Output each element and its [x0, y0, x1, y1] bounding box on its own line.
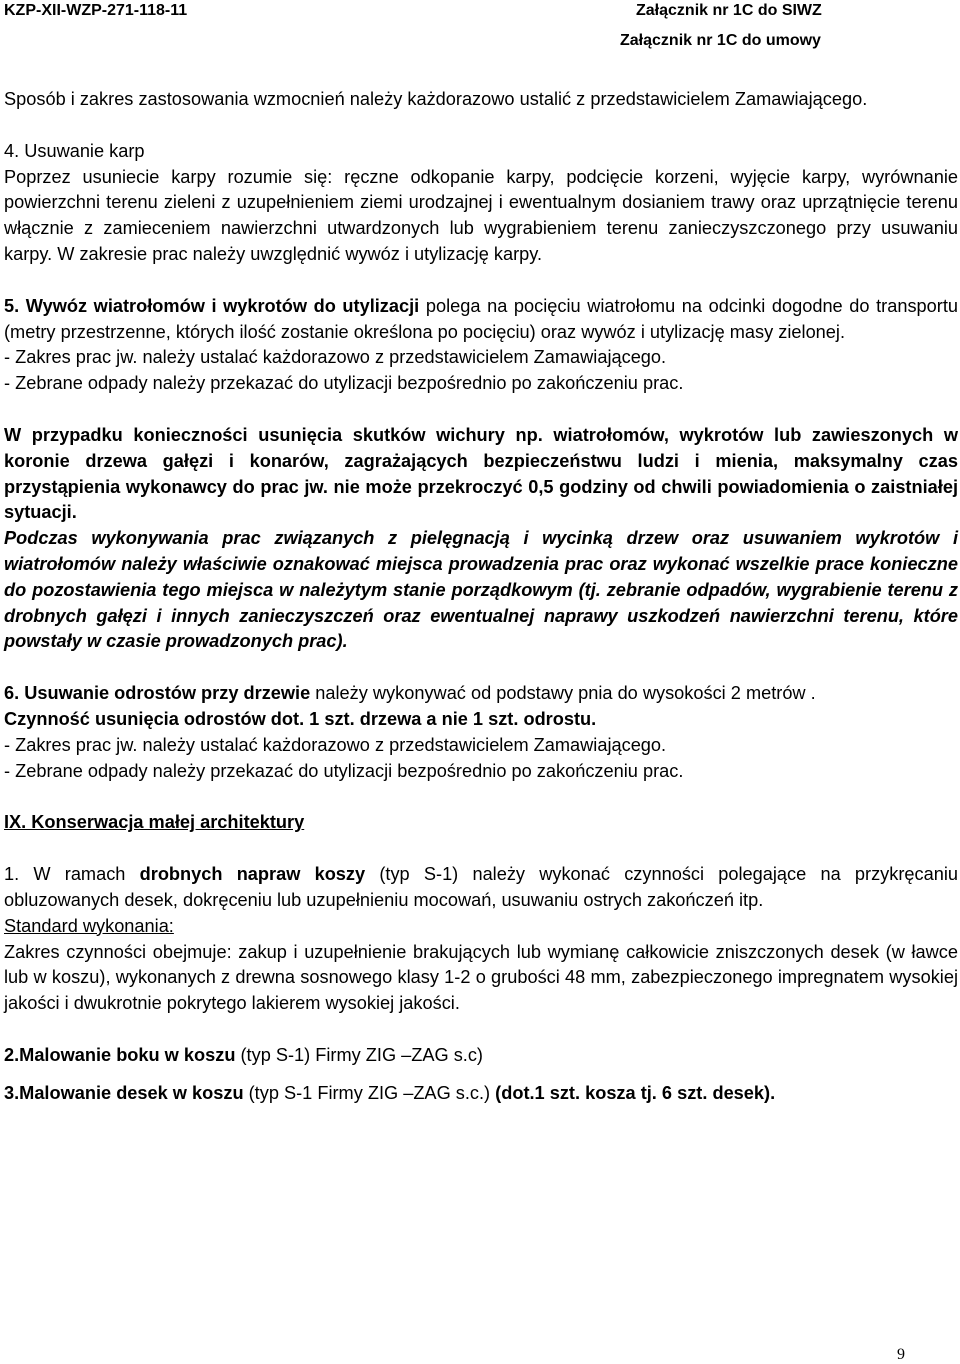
ix-point-1-title: drobnych napraw koszy [139, 864, 366, 885]
standard-text: Zakres czynności obejmuje: zakup i uzupełnienie brakujących lub wymianę całkowicie zniszczonych desek (w ławce lub w koszu), wykonanych z drewna sosnowego klasy 1-2 o grubości 48 mm, zabezpieczonego impregnatem wysokiej jakości i dwukrotnie pokrytego lakierem wysokiej jakości. [4, 941, 958, 1014]
ix-point-3-text: (typ S-1 Firmy ZIG –ZAG s.c.) [243, 1082, 496, 1103]
section-6-note: Czynność usunięcia odrostów dot. 1 szt. drzewa a nie 1 szt. odrostu. [4, 708, 597, 729]
section-6-dash-2: - Zebrane odpady należy przekazać do utylizacji bezpośrednio po zakończeniu prac. [4, 760, 684, 781]
ix-point-3-note: (dot.1 szt. kosza tj. 6 szt. desek). [495, 1082, 776, 1103]
section-4-text: Poprzez usuniecie karpy rozumie się: ręczne odkopanie karpy, podcięcie korzeni, wyjęcie karpy, wyrównanie powierzchni terenu zieleni z uzupełnieniem ziemi urodzajnej i ewentualnym dosianiem trawy oraz uprzątnięcie terenu włącznie z zamieceniem nawierzchni utwardzonych lub wygrabieniem terenu zanieczyszczonego przy usuwaniu karpy. W zakresie prac należy uwzględnić wywóz i utylizację karpy. [4, 166, 958, 264]
section-6-title: 6. Usuwanie odrostów przy drzewie [4, 683, 311, 704]
section-5-dash-2: - Zebrane odpady należy przekazać do utylizacji bezpośrednio po zakończeniu prac. [4, 373, 684, 394]
annex-contract-label: Załącznik nr 1C do umowy [620, 32, 821, 49]
section-5-dash-1: - Zakres prac jw. należy ustalać każdorazowo z przedstawicielem Zamawiającego. [4, 347, 667, 368]
document-body [4, 87, 958, 1107]
standard-heading: Standard wykonania: [4, 915, 174, 936]
section-6-paragraph [4, 681, 958, 707]
ix-point-2 [4, 1043, 958, 1069]
section-5-paragraph [4, 294, 958, 346]
intro-paragraph: Sposób i zakres zastosowania wzmocnień należy każdorazowo ustalić z przedstawicielem Zamawiającego. [4, 89, 868, 109]
section-6-dash-1: - Zakres prac jw. należy ustalać każdorazowo z przedstawicielem Zamawiającego. [4, 734, 667, 755]
section-5-text: polega na pocięciu wiatrołomu na odcinki dogodne do transportu (metry przestrzenne, których ilość zostanie określona po pocięciu) oraz wywóz i utylizację masy zielonej. [4, 295, 959, 342]
ix-point-3 [4, 1081, 958, 1107]
emergency-paragraph: W przypadku konieczności usunięcia skutków wichury np. wiatrołomów, wykrotów lub zawieszonych w koronie drzewa gałęzi i konarów, zagrażających bezpieczeństwu ludzi i mienia, maksymalny czas przystąpienia wykonawcy do prac jw. nie może przekroczyć 0,5 godziny od chwili powiadomienia o zaistniałej sytuacji. [4, 424, 958, 523]
ix-point-1-lead: 1. W ramach [4, 864, 140, 885]
ix-point-1-text: (typ S-1) należy wykonać czynności polegające na przykręcaniu obluzowanych desek, dokręceniu lub uzupełnieniu mocowań, usuwaniu ostrych zakończeń itp. [4, 864, 959, 910]
safety-paragraph: Podczas wykonywania prac związanych z pielęgnacją i wycinką drzew oraz usuwaniem wykrotów i wiatrołomów należy właściwie oznakować miejsca prowadzenia prac oraz wykonać wszelkie prace konieczne do pozostawienia tego miejsca w należytym stanie porządkowym (tj. zebranie odpadów, wygrabienie terenu z drobnych gałęzi i innych zanieczyszczeń oraz ewentualnej naprawy uszkodzeń nawierzchni terenu, które powstały w czasie prowadzonych prac). [4, 528, 958, 652]
chapter-ix-heading: IX. Konserwacja małej architektury [4, 812, 305, 833]
ix-point-2-title: 2.Malowanie boku w koszu [4, 1044, 236, 1065]
section-4-heading: 4. Usuwanie karp [4, 140, 145, 161]
ix-point-2-text: (typ S-1) Firmy ZIG –ZAG s.c) [235, 1044, 483, 1065]
ix-point-1 [4, 862, 958, 914]
section-5-title: 5. Wywóz wiatrołomów i wykrotów do utylizacji [4, 295, 420, 316]
ix-point-3-title: 3.Malowanie desek w koszu [4, 1082, 244, 1103]
document-reference: KZP-XII-WZP-271-118-11 [4, 2, 188, 19]
section-6-text: należy wykonywać od podstawy pnia do wysokości 2 metrów . [310, 683, 816, 704]
page-number: 9 [897, 1346, 905, 1363]
annex-siwz-label: Załącznik nr 1C do SIWZ [636, 2, 822, 19]
